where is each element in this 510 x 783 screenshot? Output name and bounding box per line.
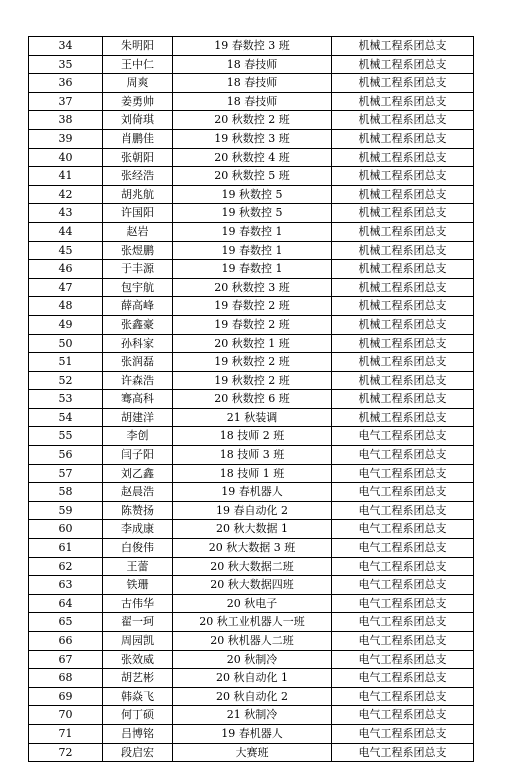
class-cell: 20 秋大数据 3 班 xyxy=(173,539,332,558)
class-cell: 20 秋数控 6 班 xyxy=(173,390,332,409)
branch-cell: 机械工程系团总支 xyxy=(332,185,474,204)
class-cell: 大赛班 xyxy=(173,743,332,762)
student-name-cell: 朱明阳 xyxy=(103,37,173,56)
branch-cell: 电气工程系团总支 xyxy=(332,576,474,595)
student-name-cell: 何丁硕 xyxy=(103,706,173,725)
table-row xyxy=(29,390,474,409)
row-number-cell: 34 xyxy=(29,37,103,56)
table-row xyxy=(29,557,474,576)
student-name-cell: 张煜鹏 xyxy=(103,241,173,260)
row-number-cell: 47 xyxy=(29,278,103,297)
class-cell: 20 秋数控 3 班 xyxy=(173,278,332,297)
row-number-cell: 67 xyxy=(29,650,103,669)
class-cell: 20 秋自动化 2 xyxy=(173,687,332,706)
roster-table xyxy=(28,36,474,762)
branch-cell: 电气工程系团总支 xyxy=(332,501,474,520)
branch-cell: 电气工程系团总支 xyxy=(332,464,474,483)
branch-cell: 机械工程系团总支 xyxy=(332,222,474,241)
table-row xyxy=(29,111,474,130)
table-row xyxy=(29,334,474,353)
branch-cell: 电气工程系团总支 xyxy=(332,613,474,632)
class-cell: 20 秋数控 2 班 xyxy=(173,111,332,130)
row-number-cell: 40 xyxy=(29,148,103,167)
table-row xyxy=(29,650,474,669)
table-row xyxy=(29,408,474,427)
row-number-cell: 50 xyxy=(29,334,103,353)
branch-cell: 机械工程系团总支 xyxy=(332,278,474,297)
row-number-cell: 65 xyxy=(29,613,103,632)
row-number-cell: 57 xyxy=(29,464,103,483)
branch-cell: 机械工程系团总支 xyxy=(332,353,474,372)
class-cell: 19 春数控 1 xyxy=(173,222,332,241)
branch-cell: 机械工程系团总支 xyxy=(332,371,474,390)
branch-cell: 机械工程系团总支 xyxy=(332,148,474,167)
row-number-cell: 52 xyxy=(29,371,103,390)
table-row xyxy=(29,743,474,762)
class-cell: 19 春数控 3 班 xyxy=(173,37,332,56)
row-number-cell: 44 xyxy=(29,222,103,241)
branch-cell: 电气工程系团总支 xyxy=(332,632,474,651)
student-name-cell: 肖鹏佳 xyxy=(103,129,173,148)
student-name-cell: 段启宏 xyxy=(103,743,173,762)
table-row xyxy=(29,446,474,465)
class-cell: 19 秋数控 2 班 xyxy=(173,353,332,372)
row-number-cell: 41 xyxy=(29,167,103,186)
student-name-cell: 胡艺彬 xyxy=(103,669,173,688)
class-cell: 19 秋数控 2 班 xyxy=(173,371,332,390)
branch-cell: 电气工程系团总支 xyxy=(332,669,474,688)
branch-cell: 电气工程系团总支 xyxy=(332,446,474,465)
table-row xyxy=(29,371,474,390)
student-name-cell: 胡建洋 xyxy=(103,408,173,427)
row-number-cell: 64 xyxy=(29,594,103,613)
branch-cell: 机械工程系团总支 xyxy=(332,241,474,260)
table-row xyxy=(29,687,474,706)
table-row xyxy=(29,632,474,651)
class-cell: 19 春机器人 xyxy=(173,724,332,743)
student-name-cell: 陈赞扬 xyxy=(103,501,173,520)
class-cell: 19 春自动化 2 xyxy=(173,501,332,520)
student-name-cell: 韩焱飞 xyxy=(103,687,173,706)
class-cell: 20 秋自动化 1 xyxy=(173,669,332,688)
row-number-cell: 37 xyxy=(29,92,103,111)
student-name-cell: 薛高峰 xyxy=(103,297,173,316)
student-name-cell: 赵晨浩 xyxy=(103,483,173,502)
branch-cell: 机械工程系团总支 xyxy=(332,204,474,223)
student-name-cell: 白俊伟 xyxy=(103,539,173,558)
student-name-cell: 胡兆航 xyxy=(103,185,173,204)
student-name-cell: 张朝阳 xyxy=(103,148,173,167)
class-cell: 19 秋数控 5 xyxy=(173,204,332,223)
table-row xyxy=(29,148,474,167)
row-number-cell: 56 xyxy=(29,446,103,465)
row-number-cell: 42 xyxy=(29,185,103,204)
class-cell: 19 秋数控 3 班 xyxy=(173,129,332,148)
class-cell: 20 秋电子 xyxy=(173,594,332,613)
row-number-cell: 69 xyxy=(29,687,103,706)
class-cell: 19 春机器人 xyxy=(173,483,332,502)
table-row xyxy=(29,204,474,223)
branch-cell: 电气工程系团总支 xyxy=(332,650,474,669)
row-number-cell: 66 xyxy=(29,632,103,651)
row-number-cell: 49 xyxy=(29,315,103,334)
table-row xyxy=(29,613,474,632)
class-cell: 20 秋数控 1 班 xyxy=(173,334,332,353)
table-row xyxy=(29,706,474,725)
branch-cell: 机械工程系团总支 xyxy=(332,55,474,74)
row-number-cell: 54 xyxy=(29,408,103,427)
table-row xyxy=(29,594,474,613)
row-number-cell: 61 xyxy=(29,539,103,558)
class-cell: 19 秋数控 5 xyxy=(173,185,332,204)
row-number-cell: 43 xyxy=(29,204,103,223)
branch-cell: 电气工程系团总支 xyxy=(332,706,474,725)
branch-cell: 机械工程系团总支 xyxy=(332,111,474,130)
roster-table-body xyxy=(29,37,474,762)
row-number-cell: 53 xyxy=(29,390,103,409)
branch-cell: 机械工程系团总支 xyxy=(332,315,474,334)
table-row xyxy=(29,129,474,148)
table-row xyxy=(29,669,474,688)
branch-cell: 机械工程系团总支 xyxy=(332,390,474,409)
branch-cell: 电气工程系团总支 xyxy=(332,520,474,539)
row-number-cell: 39 xyxy=(29,129,103,148)
branch-cell: 电气工程系团总支 xyxy=(332,557,474,576)
class-cell: 18 春技师 xyxy=(173,92,332,111)
student-name-cell: 许国阳 xyxy=(103,204,173,223)
branch-cell: 电气工程系团总支 xyxy=(332,539,474,558)
student-name-cell: 周爽 xyxy=(103,74,173,93)
row-number-cell: 45 xyxy=(29,241,103,260)
table-row xyxy=(29,92,474,111)
row-number-cell: 62 xyxy=(29,557,103,576)
student-name-cell: 张鑫豪 xyxy=(103,315,173,334)
class-cell: 21 秋制冷 xyxy=(173,706,332,725)
class-cell: 20 秋大数据四班 xyxy=(173,576,332,595)
row-number-cell: 46 xyxy=(29,260,103,279)
table-row xyxy=(29,539,474,558)
student-name-cell: 铁珊 xyxy=(103,576,173,595)
class-cell: 20 秋工业机器人一班 xyxy=(173,613,332,632)
student-name-cell: 包宇航 xyxy=(103,278,173,297)
branch-cell: 机械工程系团总支 xyxy=(332,260,474,279)
student-name-cell: 张效威 xyxy=(103,650,173,669)
student-name-cell: 孙科家 xyxy=(103,334,173,353)
student-name-cell: 刘乙鑫 xyxy=(103,464,173,483)
table-row xyxy=(29,260,474,279)
row-number-cell: 72 xyxy=(29,743,103,762)
class-cell: 21 秋装调 xyxy=(173,408,332,427)
branch-cell: 电气工程系团总支 xyxy=(332,724,474,743)
table-row xyxy=(29,37,474,56)
table-row xyxy=(29,297,474,316)
branch-cell: 机械工程系团总支 xyxy=(332,297,474,316)
class-cell: 20 秋大数据二班 xyxy=(173,557,332,576)
class-cell: 19 春数控 1 xyxy=(173,260,332,279)
student-name-cell: 李创 xyxy=(103,427,173,446)
row-number-cell: 63 xyxy=(29,576,103,595)
class-cell: 18 技师 1 班 xyxy=(173,464,332,483)
branch-cell: 机械工程系团总支 xyxy=(332,167,474,186)
table-row xyxy=(29,185,474,204)
row-number-cell: 35 xyxy=(29,55,103,74)
table-row xyxy=(29,222,474,241)
table-row xyxy=(29,278,474,297)
table-row xyxy=(29,576,474,595)
row-number-cell: 55 xyxy=(29,427,103,446)
class-cell: 20 秋数控 5 班 xyxy=(173,167,332,186)
table-row xyxy=(29,501,474,520)
row-number-cell: 51 xyxy=(29,353,103,372)
table-row xyxy=(29,724,474,743)
class-cell: 19 春数控 2 班 xyxy=(173,297,332,316)
student-name-cell: 张经浩 xyxy=(103,167,173,186)
branch-cell: 电气工程系团总支 xyxy=(332,743,474,762)
row-number-cell: 60 xyxy=(29,520,103,539)
student-name-cell: 姜勇帅 xyxy=(103,92,173,111)
student-name-cell: 刘倚琪 xyxy=(103,111,173,130)
table-row xyxy=(29,520,474,539)
student-name-cell: 周园凯 xyxy=(103,632,173,651)
table-row xyxy=(29,74,474,93)
branch-cell: 机械工程系团总支 xyxy=(332,37,474,56)
row-number-cell: 68 xyxy=(29,669,103,688)
class-cell: 18 春技师 xyxy=(173,55,332,74)
class-cell: 19 春数控 2 班 xyxy=(173,315,332,334)
table-row xyxy=(29,241,474,260)
student-name-cell: 闫子阳 xyxy=(103,446,173,465)
table-row xyxy=(29,55,474,74)
branch-cell: 电气工程系团总支 xyxy=(332,594,474,613)
class-cell: 20 秋大数据 1 xyxy=(173,520,332,539)
student-name-cell: 王蕾 xyxy=(103,557,173,576)
student-name-cell: 古伟华 xyxy=(103,594,173,613)
table-row xyxy=(29,427,474,446)
row-number-cell: 59 xyxy=(29,501,103,520)
student-name-cell: 许森浩 xyxy=(103,371,173,390)
row-number-cell: 48 xyxy=(29,297,103,316)
branch-cell: 电气工程系团总支 xyxy=(332,483,474,502)
student-name-cell: 赵岩 xyxy=(103,222,173,241)
table-row xyxy=(29,464,474,483)
student-name-cell: 骞高科 xyxy=(103,390,173,409)
branch-cell: 机械工程系团总支 xyxy=(332,334,474,353)
branch-cell: 电气工程系团总支 xyxy=(332,687,474,706)
row-number-cell: 58 xyxy=(29,483,103,502)
branch-cell: 机械工程系团总支 xyxy=(332,92,474,111)
row-number-cell: 38 xyxy=(29,111,103,130)
table-row xyxy=(29,353,474,372)
branch-cell: 电气工程系团总支 xyxy=(332,427,474,446)
student-name-cell: 张润磊 xyxy=(103,353,173,372)
class-cell: 20 秋制冷 xyxy=(173,650,332,669)
branch-cell: 机械工程系团总支 xyxy=(332,129,474,148)
student-name-cell: 吕博铭 xyxy=(103,724,173,743)
class-cell: 18 技师 2 班 xyxy=(173,427,332,446)
class-cell: 20 秋数控 4 班 xyxy=(173,148,332,167)
class-cell: 20 秋机器人二班 xyxy=(173,632,332,651)
row-number-cell: 71 xyxy=(29,724,103,743)
branch-cell: 机械工程系团总支 xyxy=(332,408,474,427)
class-cell: 18 春技师 xyxy=(173,74,332,93)
student-name-cell: 翟一珂 xyxy=(103,613,173,632)
row-number-cell: 70 xyxy=(29,706,103,725)
row-number-cell: 36 xyxy=(29,74,103,93)
table-row xyxy=(29,483,474,502)
class-cell: 19 春数控 1 xyxy=(173,241,332,260)
branch-cell: 机械工程系团总支 xyxy=(332,74,474,93)
student-name-cell: 于丰源 xyxy=(103,260,173,279)
student-name-cell: 王中仁 xyxy=(103,55,173,74)
table-row xyxy=(29,167,474,186)
class-cell: 18 技师 3 班 xyxy=(173,446,332,465)
student-name-cell: 李成康 xyxy=(103,520,173,539)
table-row xyxy=(29,315,474,334)
